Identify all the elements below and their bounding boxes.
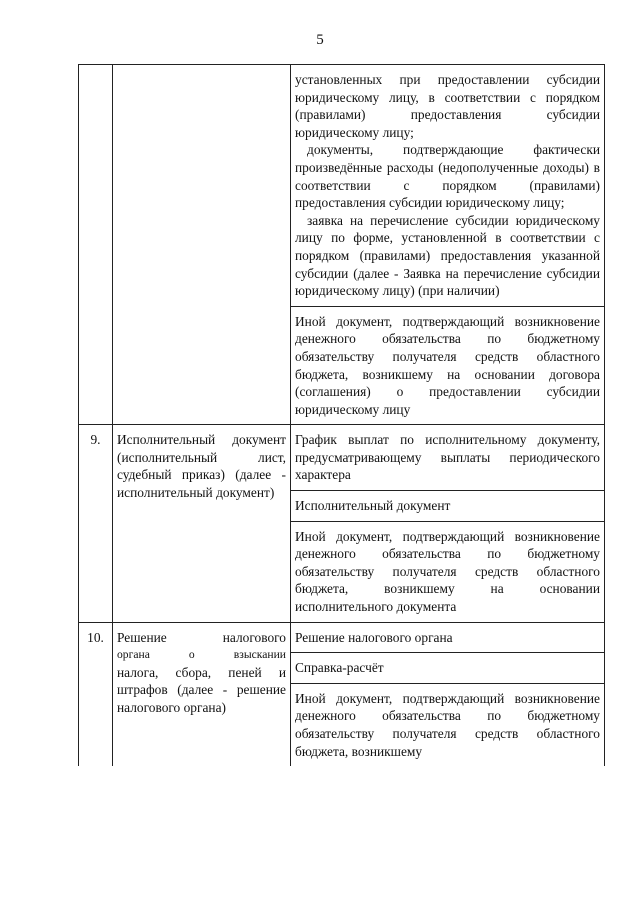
table-row: [79, 425, 605, 491]
document-text: Исполнительный документ: [295, 498, 451, 514]
document-text: Иной документ, подтверждающий возникновение денежного обязательства по бюджетному обязательству получателя средств областного бюджета, возникшему на основании договора (соглашения) о предоставлении субсидии юридическому лицу: [295, 313, 600, 417]
row-name-line: Решение налогового: [117, 629, 286, 645]
documents-cell: [291, 306, 605, 425]
row-name-line: налога, сбора, пеней и штрафов (далее - решение налогового органа): [117, 664, 286, 715]
row-name: Исполнительный документ (исполнительный лист, судебный приказ) (далее - исполнительный документ): [113, 425, 291, 622]
document-text: установленных при предоставлении субсидии юридическому лицу, в соответствии с порядком (правилами) предоставления субсидии юридическому лицу;: [295, 72, 600, 140]
documents-cell: [291, 653, 605, 684]
row-number: 10.: [79, 622, 113, 766]
document-text: заявка на перечисление субсидии юридическому лицу по форме, установленной в соответствии с порядком (правилами) предоставления указанной субсидии (далее - Заявка на перечисление субсидии юридическому лицу) (при наличии): [295, 212, 600, 299]
row-name-cell: [113, 65, 291, 425]
documents-cell: [291, 683, 605, 766]
row-number-cell: [79, 65, 113, 425]
document-text: Справка-расчёт: [295, 660, 384, 676]
document-text: Иной документ, подтверждающий возникновение денежного обязательства по бюджетному обязательству получателя средств областного бюджета, возникшему на основании исполнительного документа: [295, 528, 600, 615]
table-row: [79, 622, 605, 653]
table-row: [79, 65, 605, 307]
documents-cell: [291, 521, 605, 622]
document-text: График выплат по исполнительному документу, предусматривающему выплаты периодического характера: [295, 432, 600, 483]
document-text: документы, подтверждающие фактически произведённые расходы (недополученные доходы) в соответствии с порядком (правилами) предоставления субсидии юридическому лицу;: [295, 142, 600, 211]
page-number: 5: [316, 32, 324, 48]
document-text: Решение налогового органа: [295, 629, 453, 645]
document-text: Иной документ, подтверждающий возникновение денежного обязательства по бюджетному обязательству получателя средств областного бюджета, возникшему: [295, 690, 600, 759]
documents-cell: [291, 425, 605, 491]
documents-cell: [291, 622, 605, 653]
row-name-cell: [113, 622, 291, 766]
payment-documents-table: [78, 64, 605, 766]
documents-cell: [291, 491, 605, 522]
documents-cell: [291, 65, 605, 307]
row-number: 9.: [79, 425, 113, 622]
row-name-line: органа о взыскании: [117, 648, 286, 662]
